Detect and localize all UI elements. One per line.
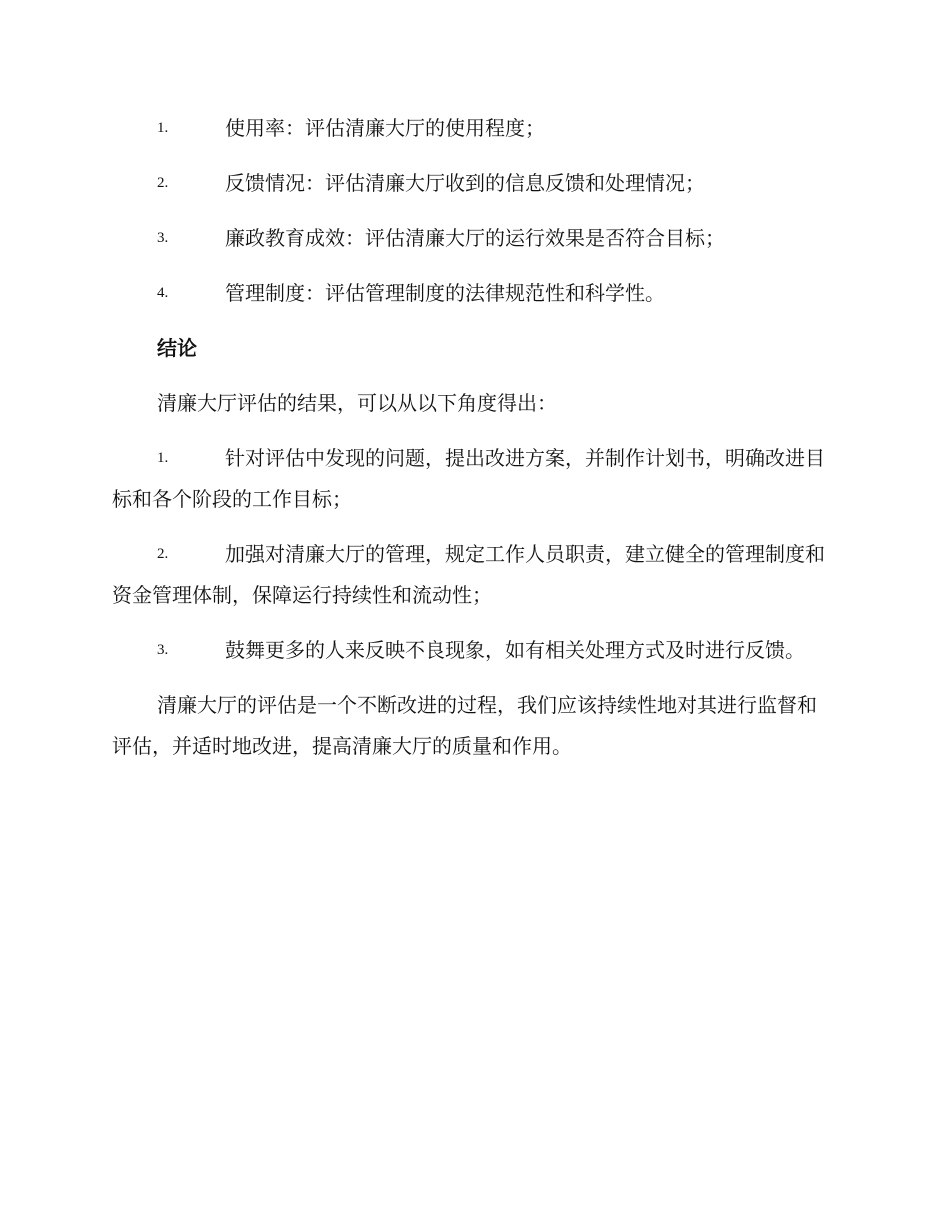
list-text: 鼓舞更多的人来反映不良现象，如有相关处理方式及时进行反馈。: [225, 638, 805, 662]
section-heading: 结论: [157, 336, 197, 360]
list-item: [112, 163, 834, 204]
list-text: 针对评估中发现的问题，提出改进方案，并制作计划书，明确改进目标和各个阶段的工作目标；: [112, 446, 825, 511]
list-number: 4.: [157, 285, 169, 301]
list-number: 3.: [157, 642, 169, 658]
closing-paragraph: 清廉大厅的评估是一个不断改进的过程，我们应该持续性地对其进行监督和评估，并适时地改进，提高清廉大厅的质量和作用。: [112, 693, 817, 758]
list-number: 2.: [157, 546, 169, 562]
list-text: 反馈情况：评估清廉大厅收到的信息反馈和处理情况；: [225, 171, 705, 195]
list-text: 加强对清廉大厅的管理，规定工作人员职责，建立健全的管理制度和资金管理体制，保障运行持续性和流动性；: [112, 542, 825, 607]
list-number: 1.: [157, 120, 169, 136]
list-number: 1.: [157, 450, 169, 466]
intro-paragraph: 清廉大厅评估的结果，可以从以下角度得出：: [157, 391, 557, 415]
list-item: [112, 273, 834, 314]
list-text: 使用率：评估清廉大厅的使用程度；: [225, 116, 545, 140]
list-text: 管理制度：评估管理制度的法律规范性和科学性。: [225, 281, 665, 305]
list-item: [112, 534, 834, 616]
list-item: [112, 108, 834, 149]
list-number: 2.: [157, 175, 169, 191]
list-item: [112, 630, 834, 671]
list-text: 廉政教育成效：评估清廉大厅的运行效果是否符合目标；: [225, 226, 725, 250]
list-number: 3.: [157, 230, 169, 246]
list-item: [112, 218, 834, 259]
document-body: [112, 108, 834, 781]
list-item: [112, 438, 834, 520]
